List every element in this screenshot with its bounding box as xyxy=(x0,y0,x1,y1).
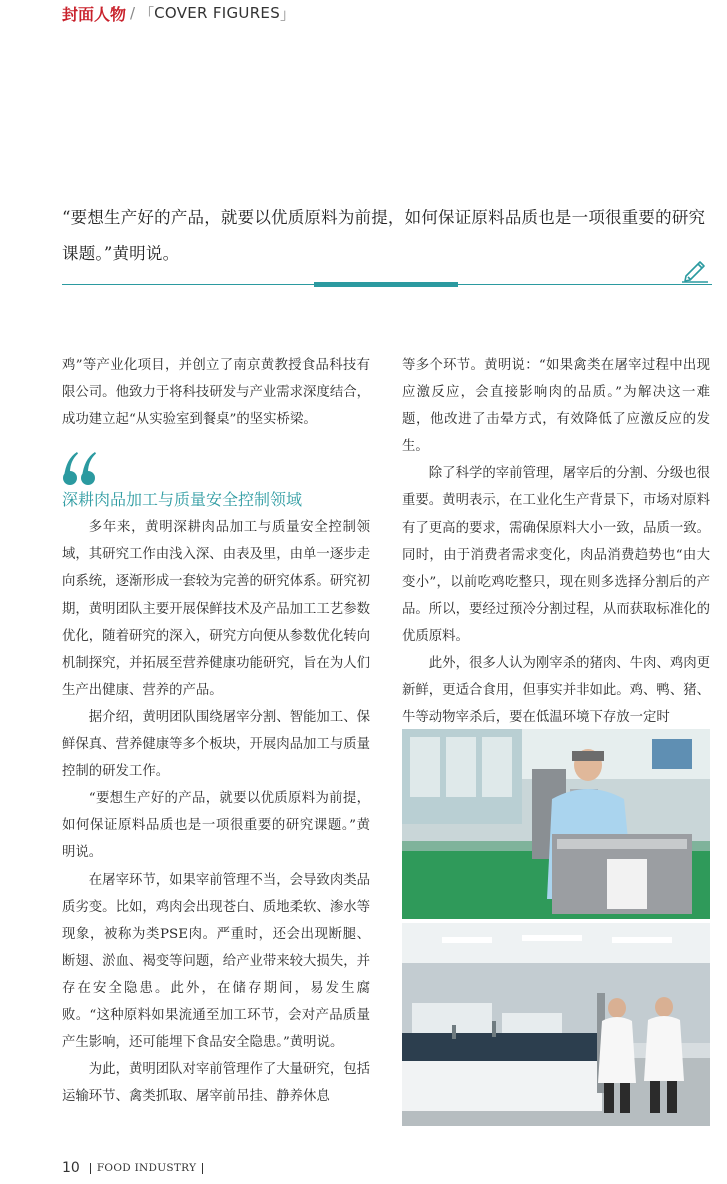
pull-quote: “要想生产好的产品，就要以优质原料为前提，如何保证原料品质也是一项很重要的研究课题。”黄明说。 xyxy=(62,208,706,263)
header-bracket-close: 」 xyxy=(280,4,296,23)
divider-accent xyxy=(314,282,458,287)
intro-paragraph: 鸡”等产业化项目，并创立了南京黄教授食品科技有限公司。他致力于将科技研发与产业需求深度结合，成功建立起“从实验室到餐桌”的坚实桥梁。 xyxy=(62,358,370,428)
page-footer xyxy=(62,1160,209,1176)
section-name-en: COVER FIGURES xyxy=(154,4,281,22)
section-title: 深耕肉品加工与质量安全控制领域 xyxy=(62,490,303,510)
body-paragraph: 为此，黄明团队对宰前管理作了大量研究，包括运输环节、禽类抓取、屠宰前吊挂、静养休息 xyxy=(62,1062,370,1105)
body-paragraph: 此外，很多人认为刚宰杀的猪肉、牛肉、鸡肉更新鲜，更适合食用，但事实并非如此。鸡、鸭、猪、牛等动物宰杀后，要在低温环境下存放一定时 xyxy=(402,656,710,726)
magazine-name: FOOD INDUSTRY xyxy=(96,1162,197,1174)
body-paragraph: 等多个环节。黄明说：“如果禽类在屠宰过程中出现应激反应，会直接影响肉的品质。”为解决这一难题，他改进了击晕方式，有效降低了应激反应的发生。 xyxy=(402,358,710,455)
body-paragraph: 在屠宰环节，如果宰前管理不当，会导致肉类品质劣变。比如，鸡肉会出现苍白、质地柔软、渗水等现象，被称为类PSE肉。严重时，还会出现断腿、断翅、淤血、褐变等问题，给产业带来较大损失，并存在安全隐患。此外，在储存期间，易发生腐败。“这种原料如果流通至加工环节，会对产品质量产生影响，还可能埋下食品安全隐患。”黄明说。 xyxy=(62,872,370,1051)
body-paragraph: 据介绍，黄明团队围绕屠宰分割、智能加工、保鲜保真、营养健康等多个板块，开展肉品加工与质量控制的研发工作。 xyxy=(62,709,370,780)
body-paragraph: 多年来，黄明深耕肉品加工与质量安全控制领域，其研究工作由浅入深、由表及里，由单一逐步走向系统，逐渐形成一套较为完善的研究体系。研究初期，黄明团队主要开展保鲜技术及产品加工工艺参数优化，随着研究的深入，研究方向便从参数优化转向机制探究，并拓展至营养健康功能研究，旨在为人们生产出健康、营养的产品。 xyxy=(62,520,370,698)
photo-lab-machine xyxy=(402,729,710,919)
header-bracket-open: 「 xyxy=(139,4,155,23)
body-paragraph: 除了科学的宰前管理，屠宰后的分割、分级也很重要。黄明表示，在工业化生产背景下，市场对原料有了更高的要求，需确保原料大小一致，品质一致。同时，由于消费者需求变化，肉品消费趋势也“由大变小”，以前吃鸡吃整只，现在则多选择分割后的产品。所以，要经过预冷分割过程，从而获取标准化的优质原料。 xyxy=(402,466,710,644)
article-column-right xyxy=(402,352,710,731)
page-number: 10 xyxy=(62,1160,80,1176)
section-name-cn: 封面人物 xyxy=(62,4,127,24)
pencil-icon xyxy=(680,254,710,284)
article-column-left xyxy=(62,352,370,1110)
quote-mark-icon xyxy=(62,449,98,485)
body-paragraph: “要想生产好的产品，就要以优质原料为前提，如何保证原料品质也是一项很重要的研究课题。”黄明说。 xyxy=(62,791,370,861)
section-header xyxy=(62,2,295,24)
header-separator: / xyxy=(130,4,136,22)
photo-lab-tour xyxy=(402,923,710,1126)
footer-divider xyxy=(90,1163,91,1174)
footer-divider xyxy=(202,1163,203,1174)
